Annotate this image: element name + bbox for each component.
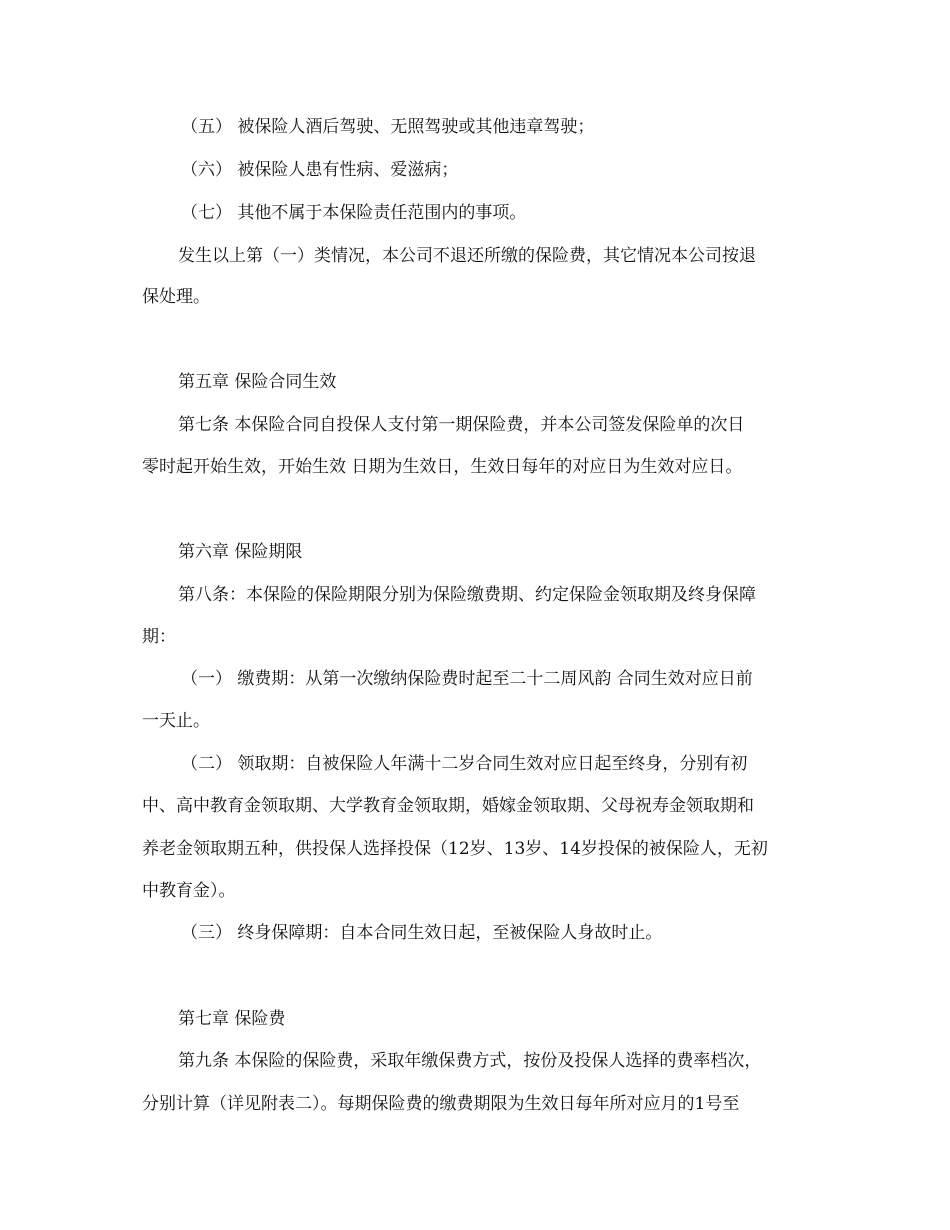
period-1-line: （一） 缴费期：从第一次缴纳保险费时起至二十二周风韵 合同生效对应日前 bbox=[181, 669, 753, 689]
period-3-line: （三） 终身保障期：自本合同生效日起，至被保险人身故时止。 bbox=[181, 923, 663, 943]
chapter-heading: 第七章 保险费 bbox=[178, 1009, 286, 1029]
period-2-line: 中、高中教育金领取期、大学教育金领取期，婚嫁金领取期、父母祝寿金领取期和 bbox=[142, 796, 754, 816]
article-9-line: 第九条 本保险的保险费，采取年缴保费方式，按份及投保人选择的费率档次， bbox=[178, 1051, 762, 1071]
article-8-line: 期： bbox=[142, 627, 176, 647]
chapter-heading: 第六章 保险期限 bbox=[178, 542, 303, 562]
article-8-line: 第八条：本保险的保险期限分别为保险缴费期、约定保险金领取期及终身保障 bbox=[178, 585, 756, 605]
clause-7-line: （七） 其他不属于本保险责任范围内的事项。 bbox=[181, 203, 527, 223]
period-1-line: 一天止。 bbox=[142, 711, 210, 731]
chapter-heading: 第五章 保险合同生效 bbox=[178, 372, 337, 392]
period-2-line: 中教育金）。 bbox=[142, 881, 236, 901]
paragraph-line: 发生以上第（一）类情况，本公司不退还所缴的保险费，其它情况本公司按退 bbox=[178, 246, 756, 266]
period-2-line: 养老金领取期五种，供投保人选择投保（12岁、13岁、14岁投保的被保险人，无初 bbox=[142, 839, 768, 859]
article-7-line: 零时起开始生效，开始生效 日期为生效日，生效日每年的对应日为生效对应日。 bbox=[142, 457, 743, 477]
article-7-line: 第七条 本保险合同自投保人支付第一期保险费，并本公司签发保险单的次日 bbox=[178, 415, 745, 435]
period-2-line: （二） 领取期：自被保险人年满十二岁合同生效对应日起至终身，分别有初 bbox=[181, 754, 748, 774]
paragraph-line: 保处理。 bbox=[142, 287, 210, 307]
clause-5-line: （五） 被保险人酒后驾驶、无照驾驶或其他违章驾驶； bbox=[181, 117, 595, 137]
clause-6-line: （六） 被保险人患有性病、爱滋病； bbox=[181, 160, 459, 180]
article-9-line: 分别计算（详见附表二）。每期保险费的缴费期限为生效日每年所对应月的1号至 bbox=[142, 1094, 740, 1114]
